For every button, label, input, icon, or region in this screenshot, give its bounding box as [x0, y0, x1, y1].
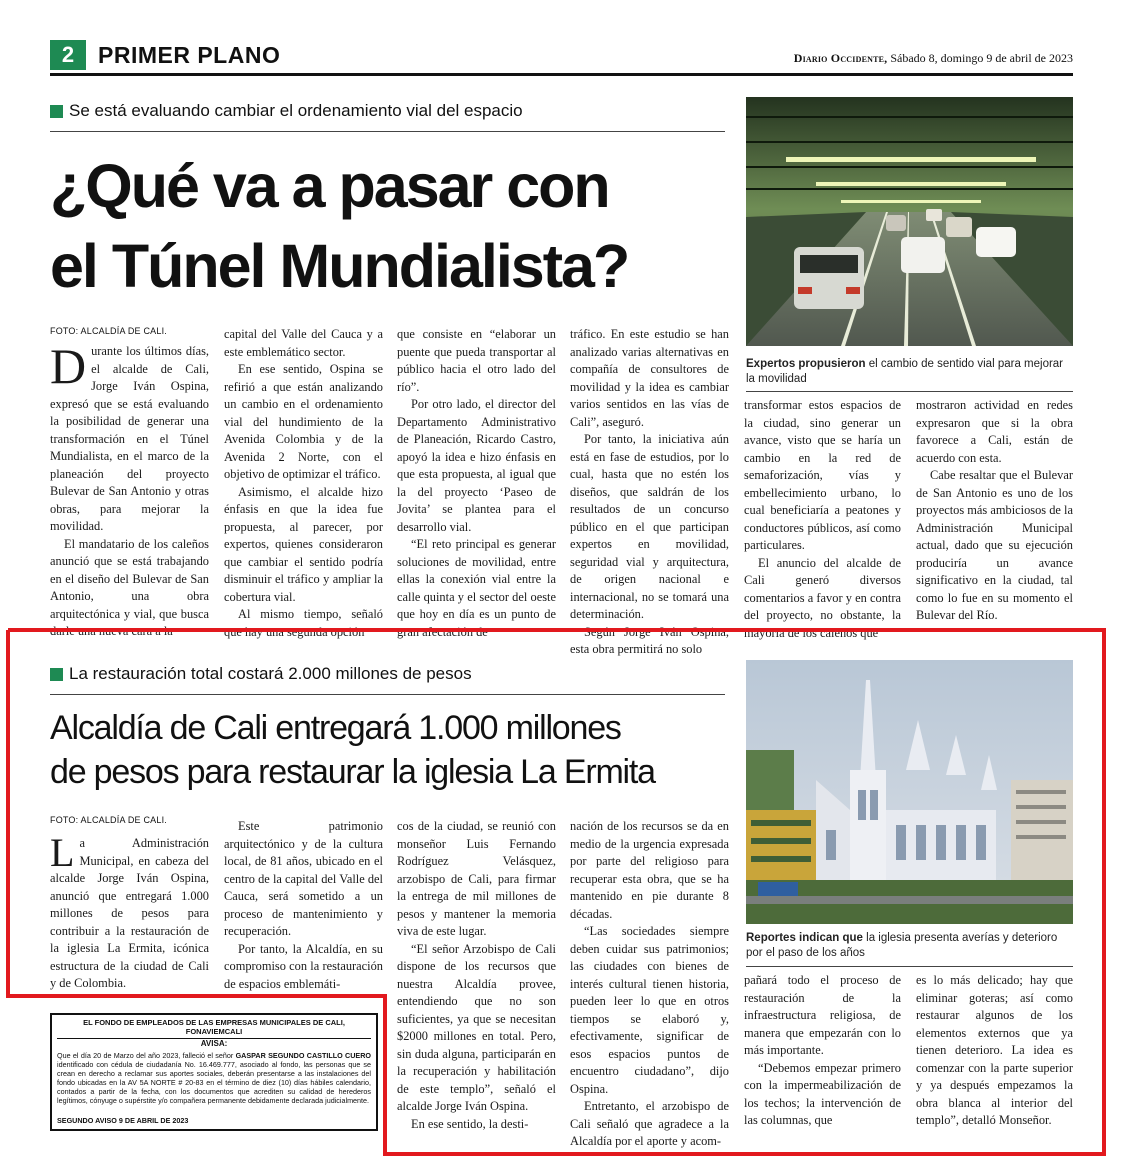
section-title: PRIMER PLANO — [98, 42, 281, 68]
article2-caption-rule — [746, 966, 1073, 967]
page-number: 2 — [50, 40, 86, 70]
notice-title: EL FONDO DE EMPLEADOS DE LAS EMPRESAS MUNICIPALES DE CALI, FONAVIEMCALI — [57, 1018, 371, 1039]
article1-kicker: Se está evaluando cambiar el ordenamiento vial del espacio — [50, 100, 725, 122]
notice-subtitle: AVISA: — [200, 1039, 228, 1048]
article2-column-3: cos de la ciudad, se reunió con monseñor Luis Fernando Rodríguez Velásquez, arzobispo de Cali, para firmar la entrega de mil millones de pesos y mantener la memoria viva de este lugar. “El señor Arzobispo de Cali dispone de los recursos que nuestra Alcaldía provee, entendiendo que no son suficientes, ya que se necesitan $2000 millones en total. Pero, sin duda alguna, participarán en la recuperación y habilitación de este templo”, señaló el alcalde Jorge Iván Ospina. En ese sentido, la desti- — [397, 819, 556, 1131]
article1-column-4: tráfico. En este estudio se han analizado varias alternativas en compañía de consultores de movilidad y la idea es cambiar varios sentidos en las vías de Cali”, aseguró. Por tanto, la iniciativa aún está en fase de estudios, por lo cual, hasta que no estén los diseños, que saldrán de los resultados de un concurso público en el que participan expertos en movilidad, seguridad vial y arquitectura, de origen nacional e internacional, no se tomará una determinación. Según Jorge Iván Ospina, esta obra permitirá no solo — [570, 327, 729, 656]
article1-column-6: mostraron actividad en redes expresaron que si la obra favorece a Cali, están de acuerdo con esta. Cabe resaltar que el Bulevar de San Antonio es uno de los proyectos más ambiciosos de la Administración Municipal actual, dado que su ejecución produciría un avance significativo en la ciudad, tal como lo fue en su momento el Bulevar del Río. — [916, 398, 1073, 622]
article1-headline: ¿Qué va a pasar con el Túnel Mundialista? — [50, 152, 629, 300]
kicker-square-icon — [50, 668, 63, 681]
notice-footer: SEGUNDO AVISO 9 DE ABRIL DE 2023 — [57, 1116, 189, 1125]
article1-column-1: Durante los últimos días, el alcalde de Cali, Jorge Iván Ospina, expresó que se está evaluando la posibilidad de generar una transformación en el Túnel Mundialista, en el marco de la planeación del proyecto Bulevar de San Antonio y otras obras, para mejorar la movilidad. El mandatario de los caleños anunció que se está trabajando en el diseño del Bulevar de San Antonio, una obra arquitectónica y vial, que busca darle una nueva cara a la — [50, 338, 209, 638]
article2-column-5: pañará todo el proceso de restauración de la infraestructura religiosa, de manera que empezarán con lo más importante. “Debemos empezar primero con la impermeabilización de los techos; la intervención de las columnas, que — [744, 973, 901, 1127]
article1-photo-caption: Expertos propusieron el cambio de sentido vial para mejorar la movilidad — [746, 358, 1064, 385]
article1-column-5: transformar estos espacios de la ciudad, sino generar un avance, visto que se haría un cambio en la red de semaforización, vías y embellecimiento urbano, lo cual beneficiaría a peatones y conductores públicos, así como particulares. El anuncio del alcalde de Cali generó diversos comentarios a favor y en contra del proyecto, no obstante, la mayoría de los caleños que — [744, 398, 901, 640]
article2-photo-credit: FOTO: ALCALDÍA DE CALI. — [50, 815, 167, 825]
drop-cap: L — [50, 830, 75, 875]
article2-kicker-rule — [50, 694, 725, 695]
article2-column-6: es lo más delicado; hay que eliminar goteras; así como restaurar algunos de los elementos externos que ya tienen deterioro. La idea es comenzar con la parte superior y ya después empezamos la obra blanca al interior del templo”, detalló Monseñor. — [916, 973, 1073, 1127]
article2-column-4: nación de los recursos se da en medio de la urgencia expresada por parte del religioso para recuperar esta obra, que se ha mantenido en pie durante 8 décadas. “Las sociedades siempre deben cuidar sus patrimonios; las ciudades con bienes de interés cultural tienen historia, pueden leer lo que en otros tiempos se elaboró y, efectivamente, significar de esos espacios puntos de encuentro ciudadano”, dijo Ospina. Entretanto, el arzobispo de Cali señaló que agradece a la Alcaldía por el aporte y acom- — [570, 819, 729, 1148]
drop-cap: D — [50, 338, 87, 394]
notice-body: Que el día 20 de Marzo del año 2023, falleció el señor GASPAR SEGUNDO CASTILLO CUERO identificado con cédula de ciudadanía No. 16.469.777, asociado al fondo, las personas que se crean en derecho a reclamar sus aportes sociales, deberán presentarse a las instalaciones del fondo ubicadas en la AV 5A NORTE # 20-83 en el término de diez (10) días hábiles calendario, contados a partir de la fecha, con los documentos que acrediten su calidad de herederos legítimos, cónyuge o supérstite y/o compañera permanente debidamente declarada judicialmente. — [57, 1051, 371, 1105]
article1-photo-credit: FOTO: ALCALDÍA DE CALI. — [50, 326, 167, 336]
article1-column-3: que consiste en “elaborar un puente que pueda transportar al público hacia el otro lado del río”. Por otro lado, el director del Departamento Administrativo de Planeación, Ricardo Castro, apoyó la idea e hizo énfasis en que esta propuesta, al igual que la del proyecto ‘Paseo de Jovita’ se plantea para el desarrollo vial. “El reto principal es generar soluciones de movilidad, entre ellas la conexión vial entre la calle quinta y el sector del oeste que hoy en día es un punto de gran afectación de — [397, 327, 556, 639]
article2-photo-caption: Reportes indican que la iglesia presenta averías y deterioro por el paso de los años — [746, 932, 1058, 959]
article1-column-2: capital del Valle del Cauca y a este emblemático sector. En ese sentido, Ospina se refirió a que están analizando un cambio en el ordenamiento vial del hundimiento de la Avenida Colombia y de la Avenida 2 Norte, con el objetivo de optimizar el tráfico. Asimismo, el alcalde hizo énfasis en que la idea fue propuesta, al parecer, por expertos, quienes consideraron que cambiar el sentido podría disminuir el tráfico y ampliar la cobertura vial. Al mismo tiempo, señaló que hay una segunda opción — [224, 327, 383, 639]
paper-name: Diario Occidente, — [793, 51, 888, 65]
article2-headline: Alcaldía de Cali entregará 1.000 millones de pesos para restaurar la iglesia La Ermita — [50, 709, 655, 791]
issue-date: Sábado 8, domingo 9 de abril de 2023 — [887, 51, 1073, 65]
article2-kicker: La restauración total costará 2.000 millones de pesos — [50, 663, 725, 685]
church-photo — [746, 660, 1073, 924]
obituary-notice — [50, 1013, 378, 1131]
article2-column-1: La Administración Municipal, en cabeza del alcalde Jorge Iván Ospina, anunció que entregará 1.000 millones de pesos para contribuir a la restauración de la iglesia La Ermita, icónica estructura de la ciudad de Cali y de Colombia. — [50, 830, 209, 990]
article2-column-2: Este patrimonio arquitectónico y de la cultura local, de 81 años, ubicado en el centro de la capital del Valle del Cauca, será sometido a un proceso de mantenimiento y recuperación. Por tanto, la Alcaldía, en su compromiso con la restauración de espacios emblemáti- — [224, 819, 383, 991]
